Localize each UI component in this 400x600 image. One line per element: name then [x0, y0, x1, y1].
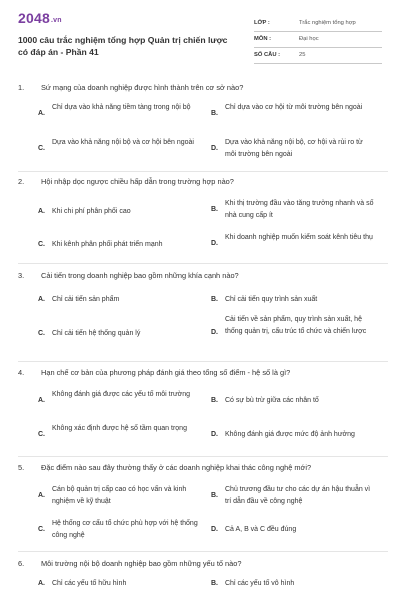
question-text: Hạn chế cơ bản của phương pháp đánh giá theo tổng số điểm - hệ số là gì? [41, 368, 291, 377]
option-text: Cả A, B và C đều đúng [225, 526, 297, 533]
meta-row-count [254, 48, 382, 64]
question-header [18, 270, 388, 282]
question-text: Cải tiến trong doanh nghiệp bao gồm những khía cạnh nào? [41, 271, 239, 280]
question-header [18, 82, 388, 94]
option-letter: B. [211, 492, 218, 499]
option-letter: C. [38, 330, 45, 337]
page-header [18, 10, 386, 60]
option-text: Hệ thống cơ cấu tổ chức phù hợp với hệ thống công nghệ [52, 520, 198, 539]
meta-row-class [254, 16, 382, 32]
question-number: 1. [18, 83, 25, 92]
meta-key: MÔN : [254, 36, 272, 42]
option-letter: A. [38, 110, 45, 117]
question-number: 5. [18, 463, 25, 472]
option-text: Dựa vào khả năng nội bộ, cơ hội và rủi ro từ môi trường bên ngoài [225, 139, 363, 158]
option-text: Chủ trương đầu tư cho các dự án hậu thuẫn vì trí dẫn đầu về công nghệ [225, 486, 371, 505]
option-letter: B. [211, 206, 218, 213]
option-text: Không đánh giá được mức độ ảnh hưởng [225, 431, 355, 438]
option-text: Khi chi phí phân phối cao [52, 208, 131, 215]
option-letter: A. [38, 580, 45, 587]
meta-key: SỐ CÂU : [254, 52, 281, 58]
option-letter: C. [38, 145, 45, 152]
option-letter: D. [211, 240, 218, 247]
question-1 [18, 82, 388, 172]
option-letter: A. [38, 492, 45, 499]
option-letter: A. [38, 296, 45, 303]
divider [18, 456, 388, 457]
question-number: 6. [18, 559, 25, 568]
divider [18, 263, 388, 264]
question-number: 3. [18, 271, 25, 280]
site-logo[interactable] [18, 10, 62, 26]
option-text: Chỉ các yếu tố hữu hình [52, 580, 127, 587]
option-letter: B. [211, 397, 218, 404]
question-header [18, 367, 388, 379]
option-text: Cán bộ quản trị cấp cao có học vấn và kinh nghiệm về kỹ thuật [52, 486, 187, 505]
option-text: Chỉ các yếu tố vô hình [225, 580, 295, 587]
question-5 [18, 462, 388, 552]
question-header [18, 558, 388, 570]
question-header [18, 462, 388, 474]
question-header [18, 176, 388, 188]
question-number: 4. [18, 368, 25, 377]
question-text: Hội nhập dọc ngược chiều hấp dẫn trong trường hợp nào? [41, 177, 234, 186]
meta-value: Trắc nghiệm tổng hợp [299, 20, 356, 26]
option-letter: B. [211, 296, 218, 303]
question-text: Đặc điểm nào sau đây thường thấy ở các doanh nghiệp khai thác công nghệ mới? [41, 463, 312, 472]
option-letter: A. [38, 397, 45, 404]
page-title: 1000 câu trắc nghiệm tổng hợp Quản trị chiến lược có đáp án - Phần 41 [18, 35, 228, 57]
option-letter: B. [211, 580, 218, 587]
option-letter: D. [211, 145, 218, 152]
meta-panel [254, 16, 382, 64]
question-3 [18, 270, 388, 362]
option-letter: C. [38, 526, 45, 533]
divider [18, 361, 388, 362]
option-text: Cải tiến về sản phẩm, quy trình sản xuất, hệ thống quản trị, cấu trúc tổ chức và chiến lược [225, 316, 367, 335]
divider [18, 551, 388, 552]
question-6 [18, 558, 388, 598]
option-text: Chỉ dựa vào khả năng tiềm tàng trong nội bộ [52, 104, 191, 111]
logo-suffix: .vn [50, 17, 62, 24]
meta-key: LỚP : [254, 20, 270, 26]
meta-value: 25 [299, 52, 306, 58]
option-text: Chỉ cải tiến sản phẩm [52, 296, 120, 303]
option-letter: B. [211, 110, 218, 117]
option-text: Khi doanh nghiệp muốn kiểm soát kênh tiêu thụ [225, 234, 373, 241]
option-text: Có sự bù trừ giữa các nhân tố [225, 397, 319, 404]
question-2 [18, 176, 388, 264]
divider [18, 171, 388, 172]
option-text: Không đánh giá được các yếu tố môi trường [52, 391, 191, 398]
option-text: Không xác định được hệ số tầm quan trọng [52, 425, 187, 432]
option-letter: A. [38, 208, 45, 215]
question-number: 2. [18, 177, 25, 186]
option-text: Chỉ cải tiến quy trình sản xuất [225, 296, 318, 303]
question-text: Sứ mạng của doanh nghiệp được hình thành trên cơ sở nào? [41, 83, 244, 92]
question-text: Môi trường nội bộ doanh nghiệp bao gồm những yếu tố nào? [41, 559, 242, 568]
option-letter: D. [211, 329, 218, 336]
question-4 [18, 367, 388, 457]
option-text: Dựa vào khả năng nội bộ và cơ hội bên ngoài [52, 139, 194, 146]
option-text: Khi kênh phân phối phát triển mạnh [52, 241, 163, 248]
meta-row-subject [254, 32, 382, 48]
option-text: Khi thị trường đầu vào tăng trưởng nhanh và số nhà cung cấp ít [225, 200, 374, 219]
meta-value: Đại học [299, 36, 319, 42]
option-letter: C. [38, 431, 45, 438]
option-text: Chỉ cải tiến hệ thống quản lý [52, 330, 141, 337]
logo-main: 2048 [18, 10, 50, 26]
option-letter: C. [38, 241, 45, 248]
option-text: Chỉ dựa vào cơ hội từ môi trường bên ngoài [225, 104, 363, 111]
option-letter: D. [211, 431, 218, 438]
option-letter: D. [211, 526, 218, 533]
